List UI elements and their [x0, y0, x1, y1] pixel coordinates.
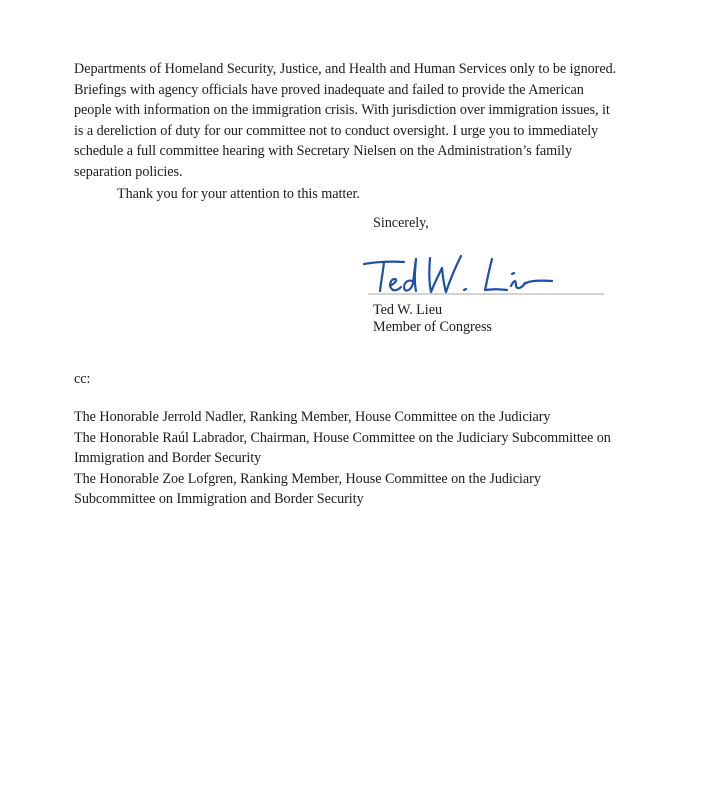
- thank-you-line: Thank you for your attention to this matter.: [117, 186, 360, 202]
- signature-stroke: [512, 273, 514, 274]
- closing-salutation: Sincerely,: [373, 215, 429, 231]
- cc-line: Subcommittee on Immigration and Border Security: [74, 491, 364, 508]
- signature-stroke: [429, 256, 461, 292]
- cc-label: cc:: [74, 371, 91, 387]
- cc-line: The Honorable Zoe Lofgren, Ranking Member, House Committee on the Judiciary: [74, 470, 541, 487]
- signature-stroke: [511, 281, 552, 289]
- body-line: people with information on the immigration crisis. With jurisdiction over immigration issues, it: [74, 102, 610, 119]
- body-line: Briefings with agency officials have proved inadequate and failed to provide the American: [74, 81, 584, 98]
- signature-stroke: [485, 259, 507, 290]
- signature-stroke: [390, 279, 401, 290]
- cc-line: The Honorable Raúl Labrador, Chairman, House Committee on the Judiciary Subcommittee on: [74, 429, 611, 446]
- signature-stroke: [404, 259, 416, 291]
- signer-name: Ted W. Lieu: [373, 302, 442, 318]
- handwritten-signature: [354, 250, 614, 300]
- body-paragraph: [74, 59, 674, 183]
- body-line: Departments of Homeland Security, Justice, and Health and Human Services only to be ignored.: [74, 61, 617, 77]
- signature-stroke: [364, 262, 404, 291]
- body-line: separation policies.: [74, 163, 183, 180]
- body-line: is a dereliction of duty for our committee not to conduct oversight. I urge you to immediately: [74, 122, 599, 139]
- body-line: schedule a full committee hearing with Secretary Nielsen on the Administration’s family: [74, 143, 572, 160]
- signer-title: Member of Congress: [373, 319, 492, 335]
- cc-list: [74, 407, 611, 510]
- signature-stroke: [464, 289, 466, 290]
- cc-line: Immigration and Border Security: [74, 450, 262, 467]
- cc-line: The Honorable Jerrold Nadler, Ranking Member, House Committee on the Judiciary: [74, 409, 551, 425]
